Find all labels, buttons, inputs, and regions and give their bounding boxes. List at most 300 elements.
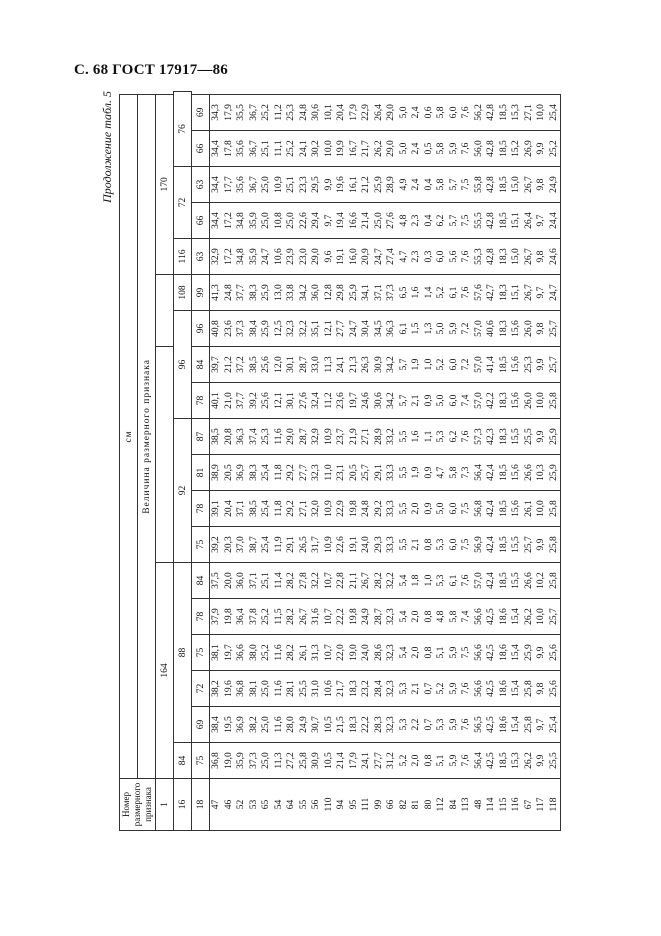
table-cell: 36,0: [235, 563, 248, 599]
table-cell: 27,2: [285, 743, 298, 779]
table-cell: 6,0: [448, 491, 461, 527]
table-cell: 34,3: [210, 94, 223, 130]
table-cell: 18,3: [498, 275, 511, 311]
table-cell: 28,7: [298, 347, 311, 383]
table-cell: 19,0: [348, 635, 361, 671]
table-cell: 18,5: [498, 167, 511, 203]
table-cell: 25,9: [373, 167, 386, 203]
table-cell: 56,6: [473, 671, 486, 707]
table-cell: 37,7: [235, 275, 248, 311]
table-cell: 19,5: [223, 707, 236, 743]
table-cell: 15,5: [510, 563, 523, 599]
table-cell: 0,9: [423, 455, 436, 491]
table-cell: 32,2: [385, 563, 398, 599]
table-cell: 42,3: [485, 419, 498, 455]
table-cell: 0,3: [423, 239, 436, 275]
sub-78b: 78: [192, 491, 210, 527]
table-cell: 27,1: [298, 491, 311, 527]
table-cell: 9,7: [535, 707, 548, 743]
table-cell: 5,3: [435, 563, 448, 599]
table-cell: 0,4: [423, 167, 436, 203]
table-cell: 12,1: [323, 311, 336, 347]
table-cell: 42,5: [485, 635, 498, 671]
table-cell: 25,2: [548, 131, 561, 167]
table-cell: 28,3: [373, 707, 386, 743]
table-cell: 40,1: [210, 383, 223, 419]
table-cell: 37,1: [248, 563, 261, 599]
table-cell: 30,2: [310, 131, 323, 167]
table-cell: 11,0: [323, 455, 336, 491]
table-cell: 10,8: [273, 203, 286, 239]
table-cell: 9,7: [323, 203, 336, 239]
table-cell: 42,4: [485, 455, 498, 491]
table-cell: 5,4: [398, 563, 411, 599]
sub-81: 81: [192, 455, 210, 491]
table-cell: 5,0: [435, 491, 448, 527]
table-cell: 37,1: [373, 275, 386, 311]
sub-84b: 84: [192, 347, 210, 383]
table-cell: 9,8: [535, 671, 548, 707]
table-cell: 42,7: [485, 275, 498, 311]
row-number: 80: [423, 779, 436, 831]
table-cell: 24,7: [548, 275, 561, 311]
table-cell: 34,4: [210, 167, 223, 203]
row-number: 111: [360, 779, 373, 831]
table-cell: 32,3: [385, 707, 398, 743]
table-cell: 18,5: [498, 491, 511, 527]
table-cell: 30,6: [373, 383, 386, 419]
table-cell: 15,1: [510, 203, 523, 239]
table-cell: 15,0: [510, 167, 523, 203]
table-cell: 15,2: [510, 131, 523, 167]
table-cell: 5,7: [448, 167, 461, 203]
table-row: [398, 92, 411, 831]
row-number: 48: [473, 779, 486, 831]
table-row: [373, 92, 386, 831]
table-cell: 18,5: [498, 347, 511, 383]
table-cell: 5,2: [398, 743, 411, 779]
table-cell: 38,5: [248, 347, 261, 383]
table-cell: 25,2: [260, 635, 273, 671]
sub-99: 99: [192, 275, 210, 311]
table-cell: 41,4: [485, 347, 498, 383]
table-cell: 25,7: [548, 311, 561, 347]
table-cell: 0,6: [423, 94, 436, 130]
table-cell: 32,0: [310, 491, 323, 527]
table-cell: 18,5: [498, 527, 511, 563]
table-cell: 1,0: [423, 563, 436, 599]
table-cell: 19,6: [223, 671, 236, 707]
table-cell: 34,2: [298, 275, 311, 311]
table-cell: 37,3: [235, 311, 248, 347]
table-cell: 56,9: [473, 527, 486, 563]
table-cell: 28,2: [373, 563, 386, 599]
table-cell: 18,6: [498, 671, 511, 707]
table-cell: 7,6: [460, 275, 473, 311]
table-cell: 30,1: [285, 383, 298, 419]
sub-78c: 78: [192, 383, 210, 419]
table-cell: 24,8: [223, 275, 236, 311]
table-cell: 38,1: [210, 635, 223, 671]
table-row: [548, 92, 561, 831]
table-cell: 24,1: [298, 131, 311, 167]
table-cell: 15,0: [510, 239, 523, 275]
table-cell: 7,2: [460, 311, 473, 347]
table-cell: 26,6: [523, 455, 536, 491]
sub-96: 96: [192, 311, 210, 347]
table-cell: 11,2: [323, 383, 336, 419]
table-cell: 26,4: [373, 94, 386, 130]
table-cell: 36,4: [235, 599, 248, 635]
table-cell: 42,5: [485, 707, 498, 743]
group-164b: [156, 347, 174, 563]
table-cell: 42,8: [485, 94, 498, 130]
table-cell: 1,4: [423, 275, 436, 311]
table-cell: 10,3: [535, 455, 548, 491]
table-cell: 26,5: [298, 527, 311, 563]
table-cell: 5,9: [448, 707, 461, 743]
col-96: 96: [174, 311, 192, 419]
table-cell: 18,5: [498, 131, 511, 167]
table-cell: 27,7: [298, 455, 311, 491]
table-cell: 25,9: [523, 635, 536, 671]
table-cell: 2,4: [410, 94, 423, 130]
table-cell: 18,3: [498, 239, 511, 275]
table-cell: 38,4: [210, 707, 223, 743]
table-cell: 15,4: [510, 635, 523, 671]
table-cell: 5,4: [398, 599, 411, 635]
table-cell: 36,9: [235, 707, 248, 743]
table-cell: 1,6: [410, 275, 423, 311]
table-cell: 2,0: [410, 635, 423, 671]
table-cell: 28,7: [298, 419, 311, 455]
table-cell: 9,8: [535, 167, 548, 203]
table-cell: 22,8: [335, 563, 348, 599]
table-cell: 10,7: [323, 599, 336, 635]
table-cell: 5,9: [448, 671, 461, 707]
table-cell: 34,8: [235, 203, 248, 239]
table-row: [423, 92, 436, 831]
table-cell: 37,7: [235, 383, 248, 419]
table-row: [510, 92, 523, 831]
table-cell: 55,5: [473, 203, 486, 239]
sub-72: 72: [192, 671, 210, 707]
table-cell: 5,8: [448, 599, 461, 635]
table-cell: 5,7: [448, 203, 461, 239]
table-cell: 7,6: [460, 743, 473, 779]
table-cell: 15,4: [510, 671, 523, 707]
table-row: [473, 92, 486, 831]
table-cell: 25,0: [260, 743, 273, 779]
table-row: [223, 92, 236, 831]
table-cell: 10,9: [323, 419, 336, 455]
table-cell: 29,8: [335, 275, 348, 311]
table-cell: 21,2: [223, 347, 236, 383]
table-cell: 25,0: [373, 203, 386, 239]
table-cell: 35,1: [310, 311, 323, 347]
table-cell: 34,4: [210, 203, 223, 239]
row-number: 56: [310, 779, 323, 831]
table-cell: 29,0: [285, 419, 298, 455]
table-cell: 0,4: [423, 203, 436, 239]
table-cell: 19,8: [223, 599, 236, 635]
table-cell: 1,5: [410, 311, 423, 347]
table-cell: 0,8: [423, 527, 436, 563]
table-cell: 24,9: [548, 167, 561, 203]
table-cell: 29,2: [373, 491, 386, 527]
table-cell: 5,2: [435, 347, 448, 383]
table-cell: 4,9: [398, 167, 411, 203]
table-cell: 37,1: [235, 491, 248, 527]
row-number: 99: [373, 779, 386, 831]
table-cell: 17,2: [223, 239, 236, 275]
col-108: 108: [174, 275, 192, 311]
table-cell: 15,5: [510, 419, 523, 455]
table-cell: 2,3: [410, 239, 423, 275]
table-cell: 56,0: [473, 131, 486, 167]
table-cell: 42,4: [485, 527, 498, 563]
sub-63: 63: [192, 239, 210, 275]
table-cell: 6,1: [448, 563, 461, 599]
table-cell: 33,8: [285, 275, 298, 311]
table-cell: 37,9: [210, 599, 223, 635]
table-cell: 19,1: [348, 527, 361, 563]
table-cell: 31,0: [310, 671, 323, 707]
table-cell: 28,9: [385, 167, 398, 203]
table-cell: 0,7: [423, 671, 436, 707]
table-cell: 23,0: [298, 239, 311, 275]
table-cell: 28,4: [373, 671, 386, 707]
table-cell: 25,3: [260, 419, 273, 455]
table-cell: 7,6: [460, 671, 473, 707]
table-cell: 26,7: [298, 599, 311, 635]
table-cell: 37,8: [248, 599, 261, 635]
col-18: 18: [192, 779, 210, 831]
table-cell: 11,6: [273, 671, 286, 707]
table-cell: 18,5: [498, 743, 511, 779]
table-cell: 5,4: [398, 635, 411, 671]
table-cell: 7,4: [460, 599, 473, 635]
table-cell: 11,9: [273, 527, 286, 563]
table-cell: 18,6: [498, 599, 511, 635]
table-row: [335, 92, 348, 831]
table-cell: 57,3: [473, 419, 486, 455]
table-cell: 29,1: [373, 455, 386, 491]
table-cell: 35,9: [248, 239, 261, 275]
table-cell: 42,5: [485, 671, 498, 707]
table-cell: 37,4: [248, 419, 261, 455]
row-number: 64: [285, 779, 298, 831]
table-cell: 25,4: [548, 94, 561, 130]
table-cell: 29,3: [373, 527, 386, 563]
table-row: [435, 92, 448, 831]
table-cell: 10,0: [323, 131, 336, 167]
table-cell: 28,7: [373, 599, 386, 635]
sub-66b: 66: [192, 131, 210, 167]
table-cell: 0,9: [423, 383, 436, 419]
table-cell: 38,1: [248, 671, 261, 707]
table-cell: 23,7: [335, 419, 348, 455]
row-number: 115: [498, 779, 511, 831]
table-cell: 34,1: [360, 275, 373, 311]
table-cell: 12,5: [273, 311, 286, 347]
table-cell: 28,0: [285, 707, 298, 743]
table-cell: 2,1: [410, 383, 423, 419]
table-cell: 25,2: [260, 599, 273, 635]
table-cell: 18,5: [498, 563, 511, 599]
table-cell: 42,8: [485, 239, 498, 275]
table-cell: 5,0: [435, 311, 448, 347]
row-number: 53: [248, 779, 261, 831]
table-cell: 42,4: [485, 563, 498, 599]
table-cell: 11,6: [273, 419, 286, 455]
table-cell: 25,9: [260, 275, 273, 311]
continuation-label: Продолжение табл. 5: [100, 91, 114, 203]
table-cell: 5,3: [398, 707, 411, 743]
table-cell: 29,5: [310, 167, 323, 203]
table-cell: 20,4: [223, 491, 236, 527]
table-cell: 10,6: [323, 671, 336, 707]
table-cell: 21,5: [335, 707, 348, 743]
table-cell: 25,6: [548, 635, 561, 671]
table-cell: 36,7: [248, 94, 261, 130]
table-cell: 6,0: [435, 239, 448, 275]
table-cell: 16,7: [348, 131, 361, 167]
table-cell: 25,7: [360, 455, 373, 491]
table-cell: 1,0: [423, 347, 436, 383]
table-cell: 31,6: [310, 599, 323, 635]
table-row: [260, 92, 273, 831]
table-cell: 21,2: [360, 167, 373, 203]
table-cell: 15,6: [510, 347, 523, 383]
table-cell: 40,6: [485, 311, 498, 347]
table-cell: 5,3: [398, 671, 411, 707]
table-cell: 37,0: [235, 527, 248, 563]
table-cell: 25,0: [260, 671, 273, 707]
value-header: Величина размерного признака: [138, 94, 156, 778]
table-cell: 35,6: [235, 131, 248, 167]
sub-63b: 63: [192, 167, 210, 203]
row-number: 114: [485, 779, 498, 831]
table-cell: 29,0: [310, 239, 323, 275]
table-cell: 24,7: [373, 239, 386, 275]
table-row: [535, 92, 548, 831]
table-row: [410, 92, 423, 831]
table-cell: 18,6: [498, 635, 511, 671]
table-cell: 15,1: [510, 275, 523, 311]
row-number: 117: [535, 779, 548, 831]
sub-69: 69: [192, 707, 210, 743]
table-cell: 28,2: [285, 599, 298, 635]
table-cell: 57,0: [473, 563, 486, 599]
table-cell: 31,7: [310, 527, 323, 563]
table-cell: 15,3: [510, 743, 523, 779]
table-cell: 11,2: [273, 94, 286, 130]
table-cell: 16,6: [348, 203, 361, 239]
table-cell: 24,6: [360, 383, 373, 419]
table-cell: 17,9: [348, 743, 361, 779]
table-row: [298, 92, 311, 831]
table-cell: 25,3: [523, 347, 536, 383]
table-cell: 36,3: [235, 419, 248, 455]
table-cell: 16,0: [348, 239, 361, 275]
table-cell: 36,8: [210, 743, 223, 779]
table-cell: 25,8: [548, 527, 561, 563]
table-cell: 17,8: [223, 131, 236, 167]
table-cell: 20,4: [335, 94, 348, 130]
table-cell: 10,6: [273, 239, 286, 275]
table-cell: 4,7: [435, 455, 448, 491]
table-cell: 9,9: [535, 419, 548, 455]
row-number: 66: [385, 779, 398, 831]
col-92: 92: [174, 419, 192, 563]
table-cell: 26,2: [373, 131, 386, 167]
table-cell: 5,9: [448, 635, 461, 671]
table-row: [460, 92, 473, 831]
table-cell: 57,0: [473, 383, 486, 419]
table-cell: 41,3: [210, 275, 223, 311]
table-cell: 10,0: [535, 491, 548, 527]
table-cell: 10,0: [535, 94, 548, 130]
table-cell: 10,0: [535, 599, 548, 635]
table-cell: 33,2: [385, 419, 398, 455]
table-cell: 57,0: [473, 347, 486, 383]
table-cell: 25,2: [285, 131, 298, 167]
table-cell: 17,9: [348, 94, 361, 130]
table-cell: 33,3: [385, 527, 398, 563]
table-cell: 9,9: [323, 167, 336, 203]
table-cell: 24,0: [360, 635, 373, 671]
table-cell: 15,4: [510, 599, 523, 635]
sub-87: 87: [192, 419, 210, 455]
table-cell: 25,1: [260, 563, 273, 599]
row-number: 67: [523, 779, 536, 831]
table-cell: 55,3: [473, 239, 486, 275]
row-number: 84: [448, 779, 461, 831]
table-cell: 25,4: [548, 707, 561, 743]
row-number: 113: [460, 779, 473, 831]
table-cell: 25,7: [548, 347, 561, 383]
table-cell: 11,8: [273, 455, 286, 491]
col-84: 84: [174, 743, 192, 779]
table-cell: 31,3: [310, 635, 323, 671]
table-cell: 0,8: [423, 599, 436, 635]
table-cell: 38,5: [248, 491, 261, 527]
table-row: [285, 92, 298, 831]
table-cell: 34,8: [235, 239, 248, 275]
table-cell: 16,1: [348, 167, 361, 203]
table-cell: 24,8: [360, 491, 373, 527]
table-cell: 26,2: [523, 743, 536, 779]
table-cell: 25,5: [523, 419, 536, 455]
table-cell: 4,8: [435, 599, 448, 635]
table-cell: 35,9: [235, 743, 248, 779]
table-cell: 28,2: [285, 635, 298, 671]
table-cell: 33,3: [385, 491, 398, 527]
table-cell: 5,7: [398, 383, 411, 419]
group-170: 170: [156, 94, 174, 274]
row-number: 116: [510, 779, 523, 831]
table-cell: 7,2: [460, 347, 473, 383]
table-cell: 7,5: [460, 527, 473, 563]
table-cell: 6,1: [448, 275, 461, 311]
table-cell: 5,2: [435, 275, 448, 311]
table-row: [498, 92, 511, 831]
table-cell: 25,8: [548, 383, 561, 419]
table-cell: 19,8: [348, 491, 361, 527]
col-16: 16: [174, 779, 192, 831]
table-cell: 9,7: [535, 275, 548, 311]
